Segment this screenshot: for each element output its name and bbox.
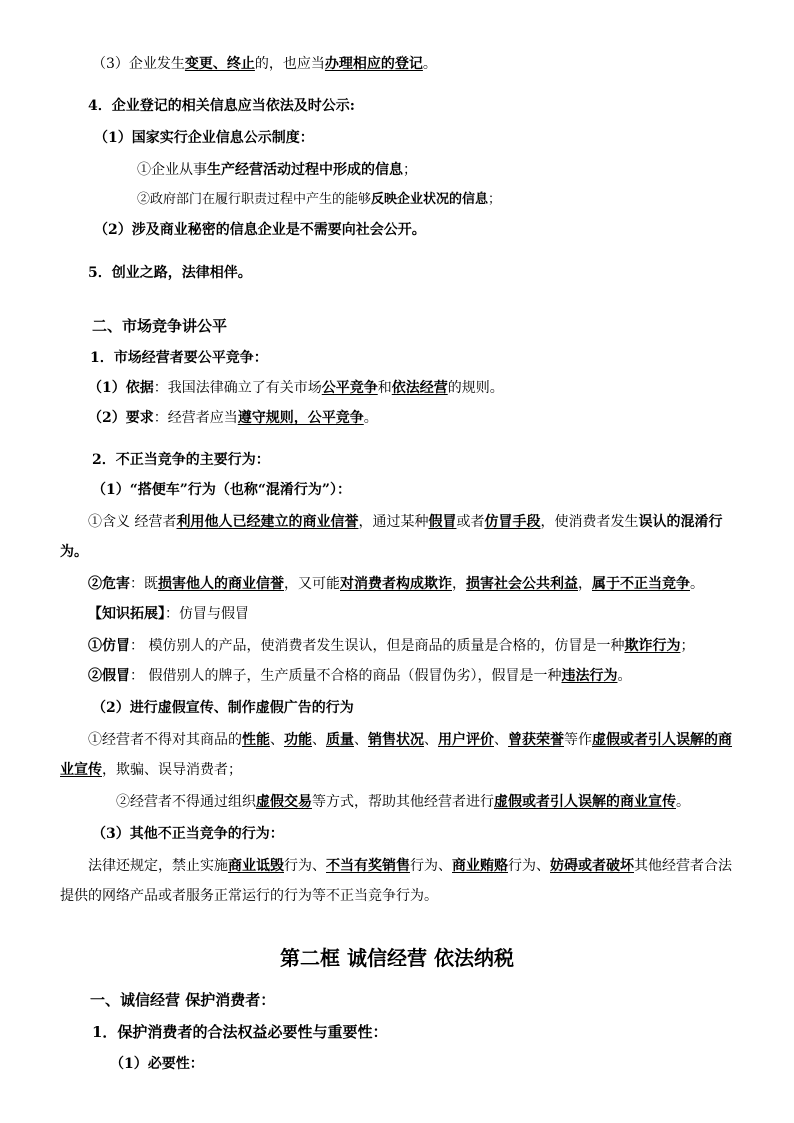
subsection-heading: （1）国家实行企业信息公示制度：	[94, 130, 314, 146]
section-heading: 5．创业之路，法律相伴。	[88, 265, 252, 281]
subsection-heading: （1）“搭便车”行为（也称“混淆行为”）：	[92, 482, 351, 498]
subsection-heading: （2）进行虚假宣传、制作虚假广告的行为	[92, 700, 354, 716]
paragraph-line: 业宣传，欺骗、误导消费者；	[60, 762, 242, 778]
paragraph-line: （3）企业发生变更、终止的，也应当办理相应的登记。	[92, 56, 437, 72]
section-heading: 4．企业登记的相关信息应当依法及时公示:	[88, 98, 355, 114]
knowledge-extension-heading: 【知识拓展】：仿冒与假冒	[88, 606, 249, 622]
chapter-title: 第二框 诚信经营 依法纳税	[280, 946, 514, 970]
paragraph-line: 法律还规定，禁止实施商业诋毁行为、不当有奖销售行为、商业贿赂行为、妨碍或者破坏其他经营者合法	[88, 858, 732, 874]
section-heading: 1．保护消费者的合法权益必要性与重要性：	[92, 1023, 388, 1041]
paragraph-line: 提供的网络产品或者服务正常运行的行为等不正当竞争行为。	[60, 888, 438, 904]
paragraph-line: ②危害：既损害他人的商业信誉，又可能对消费者构成欺诈，损害社会公共利益，属于不正当竞争。	[88, 576, 704, 592]
paragraph-line: ②经营者不得通过组织虚假交易等方式，帮助其他经营者进行虚假或者引人误解的商业宣传。	[116, 794, 690, 810]
list-item: ②政府部门在履行职责过程中产生的能够反映企业状况的信息；	[137, 192, 502, 207]
paragraph-line: ①仿冒： 模仿别人的产品，使消费者发生误认，但是商品的质量是合格的，仿冒是一种欺诈行为；	[88, 638, 695, 654]
section-heading: 2．不正当竞争的主要行为：	[92, 452, 270, 468]
paragraph-line: ②假冒： 假借别人的牌子，生产质量不合格的商品（假冒伪劣），假冒是一种违法行为。	[88, 668, 632, 684]
paragraph-line: 为。	[60, 544, 88, 560]
section-title: 一、诚信经营 保护消费者：	[90, 991, 276, 1009]
subsection-heading: （3）其他不正当竞争的行为：	[92, 826, 284, 842]
paragraph-line: （2）要求：经营者应当遵守规则，公平竞争。	[88, 410, 378, 426]
paragraph-line: （1）依据：我国法律确立了有关市场公平竞争和依法经营的规则。	[88, 380, 504, 396]
paragraph-line: ①经营者不得对其商品的性能、功能、质量、销售状况、用户评价、曾获荣誉等作虚假或者引人误解的商	[88, 732, 732, 748]
paragraph-line: ①含义 经营者利用他人已经建立的商业信誉，通过某种假冒或者仿冒手段，使消费者发生误认的混淆行	[88, 514, 723, 530]
list-item: ①企业从事生产经营活动过程中形成的信息；	[137, 162, 417, 178]
subsection-heading: （1）必要性：	[110, 1056, 204, 1072]
section-heading: 1．市场经营者要公平竞争：	[90, 350, 268, 366]
subsection-heading: （2）涉及商业秘密的信息企业是不需要向社会公开。	[94, 222, 426, 238]
section-title: 二、市场竞争讲公平	[92, 317, 228, 335]
